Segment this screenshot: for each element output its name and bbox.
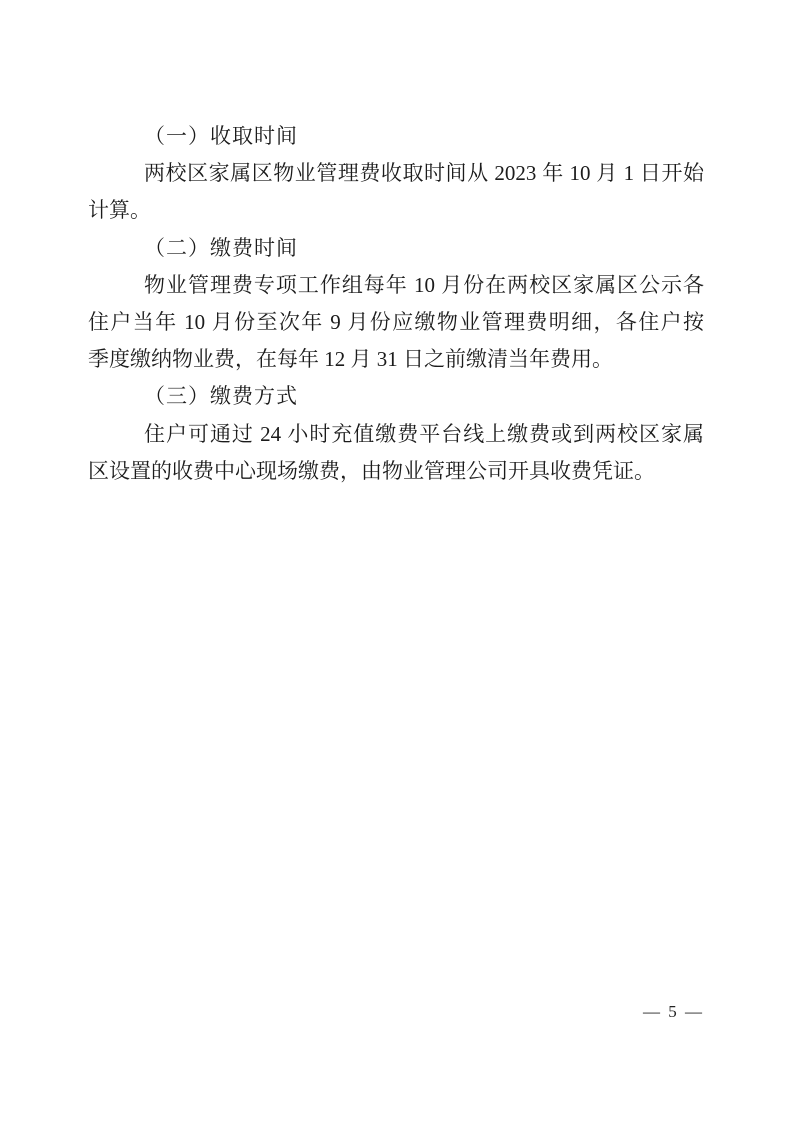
section-heading: （三）缴费方式 bbox=[144, 384, 298, 409]
text-line: 住户当年 10 月份至次年 9 月份应缴物业管理费明细，各住户按 bbox=[88, 309, 704, 334]
text-line: 区设置的收费中心现场缴费，由物业管理公司开具收费凭证。 bbox=[88, 458, 655, 483]
text-line: 物业管理费专项工作组每年 10 月份在两校区家属区公示各 bbox=[144, 272, 704, 297]
section-heading: （二）缴费时间 bbox=[144, 235, 298, 260]
page-number: — 5 — bbox=[643, 1002, 704, 1021]
section-heading: （一）收取时间 bbox=[144, 124, 298, 148]
document-content bbox=[88, 118, 704, 490]
text-line: 两校区家属区物业管理费收取时间从 2023 年 10 月 1 日开始 bbox=[144, 161, 704, 186]
text-line: 季度缴纳物业费，在每年 12 月 31 日之前缴清当年费用。 bbox=[88, 347, 613, 372]
text-line: 住户可通过 24 小时充值缴费平台线上缴费或到两校区家属 bbox=[144, 421, 704, 446]
text-line: 计算。 bbox=[88, 198, 151, 223]
